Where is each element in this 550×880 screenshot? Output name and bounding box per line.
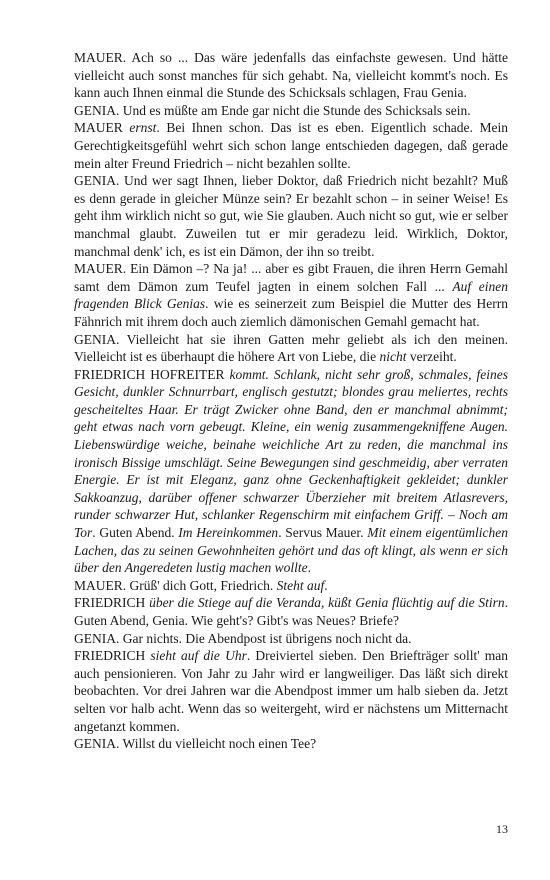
dialogue-text: MAUER. Ach so ... Das wäre jedenfalls das einfachste gewesen. Und hätte vielleicht auch sonst manches für sich gehabt. Na, vielleicht kommt's noch. Es kann auch Ihnen einmal die Stunde des Schicksals schlagen, Frau Genia. [74, 50, 508, 101]
dialogue-paragraph [74, 366, 508, 577]
dialogue-paragraph [74, 102, 508, 120]
dialogue-text: . [324, 577, 328, 593]
dialogue-text: GENIA. Und es müßte am Ende gar nicht die Stunde des Schicksals sein. [74, 102, 471, 118]
dialogue-text: FRIEDRICH [74, 648, 151, 664]
dialogue-text: MAUER. Ein Dämon –? Na ja! ... aber es gibt Frauen, die ihren Herrn Gemahl samt dem Dämon zum Teufel jagten in einem solchen Fall ... [74, 261, 508, 294]
dialogue-paragraph [74, 594, 508, 629]
stage-direction-text: Mit einem eigentümlichen Lachen, das zu seinen Gewohnheiten gehört und das oft klingt, als wenn er sich über den Angeredeten lustig machen wollte [74, 525, 508, 576]
stage-direction-text: über die Stiege auf die Veranda, küßt Genia flüchtig auf die Stirn [149, 595, 505, 611]
dialogue-text: . Bei Ihnen schon. Das ist es eben. Eigentlich schade. Mein Gerechtigkeitsgefühl wehrt sich schon lange entschieden dagegen, daß gerade mein alter Freund Friedrich – nicht bezahlen sollte. [74, 120, 508, 171]
stage-direction-text: nicht [379, 349, 407, 365]
dialogue-text: FRIEDRICH [74, 595, 150, 611]
dialogue-text: . Guten Abend. [92, 525, 179, 541]
stage-direction-text: Im Hereinkommen [178, 525, 279, 541]
dialogue-paragraph [74, 735, 508, 753]
dialogue-text: GENIA. Willst du vielleicht noch einen Tee? [74, 736, 317, 752]
dialogue-paragraph [74, 577, 508, 595]
dialogue-text: MAUER [74, 120, 130, 136]
dialogue-text: . Guten Abend, Genia. Wie geht's? Gibt's was Neues? Briefe? [74, 595, 508, 628]
dialogue-paragraph [74, 630, 508, 648]
dialogue-text: . Dreiviertel sieben. Den Briefträger sollt' man auch pensionieren. Von Jahr zu Jahr wird er langweiliger. Das läßt sich direkt beobachten. Vor drei Jahren war die Abendpost immer um halb sieben da. Jetzt selten vor halb acht. Wenn das so weitergeht, wird er nächstens um Mitternacht angetanzt kommen. [74, 648, 509, 734]
dialogue-text: verzeiht. [406, 349, 457, 365]
dialogue-paragraph [74, 49, 508, 102]
dialogue-paragraph [74, 119, 508, 172]
dialogue-paragraph [74, 172, 508, 260]
dialogue-text: GENIA. Vielleicht hat sie ihren Gatten mehr geliebt als ich den meinen. Vielleicht ist es überhaupt die höhere Art von Liebe, die [74, 331, 508, 365]
stage-direction-text: sieht auf die Uhr [150, 648, 247, 664]
dialogue-text: MAUER. Grüß' dich Gott, Friedrich. [74, 577, 277, 593]
dialogue-paragraph [74, 331, 508, 366]
dialogue-paragraph [74, 260, 508, 330]
dialogue-text: GENIA. Und wer sagt Ihnen, lieber Doktor, daß Friedrich nicht bezahlt? Muß es denn gerade in gleicher Münze sein? Er bezahlt schon – in seiner Weise! Es geht ihm wirklich nicht so gut, wie Sie glauben. Auch nicht so gut, wie er selber manchmal glaubt. Zuweilen tut er mir geradezu leid. Wirklich, Doktor, manchmal denk' ich, es ist ein Dämon, der ihn so treibt. [74, 173, 508, 259]
dialogue-text: FRIEDRICH HOFREITER [74, 366, 230, 382]
dialogue-text: GENIA. Gar nichts. Die Abendpost ist übrigens noch nicht da. [74, 630, 412, 646]
dialogue-text: . wie es seinerzeit zum Beispiel die Mutter des Herrn Fähnrich mit ihrem doch auch ziemlich dämonischen Gemahl gemacht hat. [74, 296, 508, 329]
stage-direction-text: ernst [129, 120, 157, 136]
page-body-text [74, 49, 508, 753]
stage-direction-text: Steht auf [276, 577, 325, 593]
page-number: 13 [496, 822, 508, 836]
dialogue-paragraph [74, 647, 508, 735]
stage-direction-text: Auf einen fragenden Blick Genias [74, 278, 508, 312]
stage-direction-text: kommt. Schlank, nicht sehr groß, schmales, feines Gesicht, dunkler Schnurrbart, englisch gestutzt; blondes grau meliertes, rechts gescheiteltes Haar. Er trägt Zwicker ohne Band, den er manchmal abnimmt; geht etwas nach vorn gebeugt. Kleine, ein wenig zusammengekniffene Augen. Liebenswürdige weiche, beinahe weichliche Art zu reden, die manchmal ins ironisch Bissige umschlägt. Seine Bewegungen sind geschmeidig, aber verraten Energie. Er ist mit Eleganz, ganz ohne Geckenhaftigkeit gekleidet; dunkler Sakkoanzug, darüber offener schwarzer Überzieher mit breitem Atlasrevers, runder schwarzer Hut, schlanker Regenschirm mit einfachem Griff. – Noch am Tor [74, 366, 508, 541]
dialogue-text: . [307, 560, 311, 576]
dialogue-text: . Servus Mauer. [278, 525, 368, 541]
